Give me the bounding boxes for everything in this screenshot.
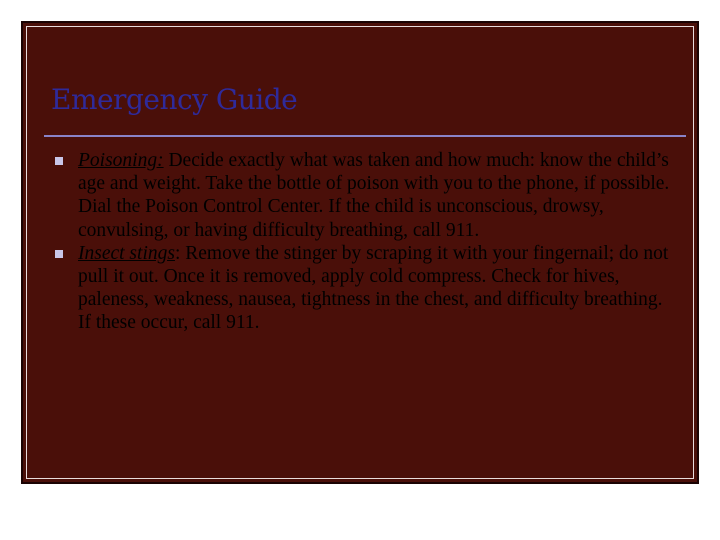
bullet-item-insect-stings [52,242,672,335]
square-bullet-icon [55,250,63,258]
bullet-term: Insect stings [78,242,175,264]
bullet-list [52,149,672,335]
bullet-text: : Remove the stinger by scraping it with your fingernail; do not pull it out. Once it is removed, apply cold compress. Check for hives, paleness, weakness, nausea, tightness in the chest, and difficulty breathing. If these occur, call 911. [78,242,669,334]
slide-title: Emergency Guide [51,83,298,116]
bullet-text: Decide exactly what was taken and how much: know the child’s age and weight. Take the bottle of poison with you to the phone, if possible. Dial the Poison Control Center. If the child is unconscious, drowsy, convulsing, or having difficulty breathing, call 911. [78,150,670,241]
square-bullet-icon [55,157,63,165]
bullet-term: Poisoning: [78,150,164,171]
bullet-item-poisoning [52,149,672,242]
slide [21,21,699,484]
title-divider [44,135,686,137]
